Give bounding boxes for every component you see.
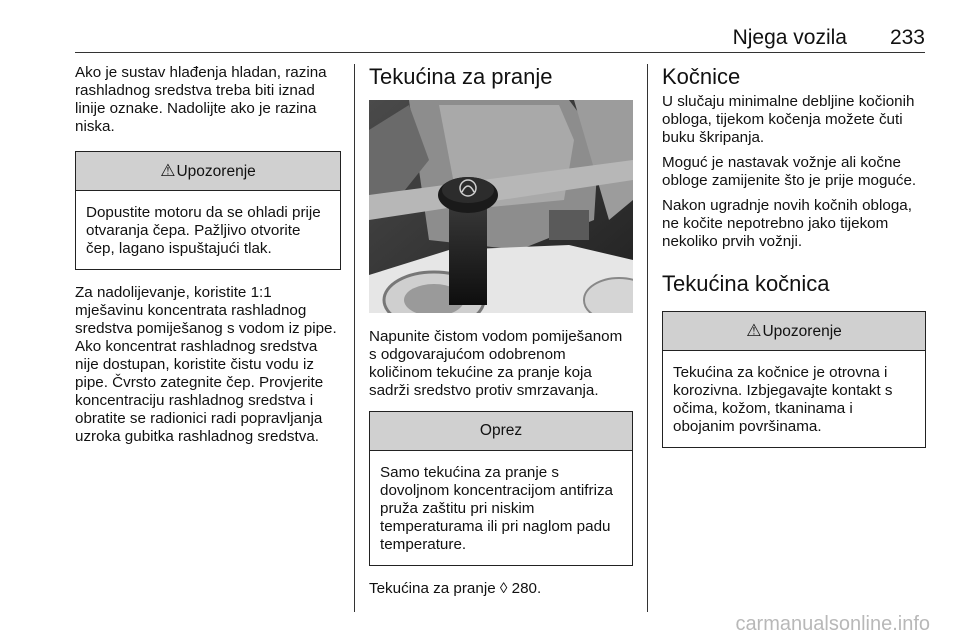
warning-header bbox=[663, 312, 925, 351]
washer-fluid-paragraph: Napunite čistom vodom pomiješanom s odgovarajućom odobrenom količinom tekućine za pranje koja sadrži sredstvo protiv smrzavanja. bbox=[369, 328, 623, 399]
warning-text: Tekućina za kočnice je otrovna i korozivna. Izbjegavajte kontakt s očima, kožom, tkaninama i obojanim površinama. bbox=[673, 364, 893, 435]
brake-fluid-warning-box bbox=[662, 311, 926, 448]
warning-triangle-icon: ⚠ bbox=[746, 321, 762, 340]
brakes-paragraph-1: U slučaju minimalne debljine kočionih obloga, tijekom kočenja možete čuti buku škripanja. bbox=[662, 93, 915, 146]
warning-text: Dopustite motoru da se ohladi prije otvaranja čepa. Pažljivo otvorite čep, lagano ispuštajući tlak. bbox=[86, 204, 321, 257]
warning-triangle-icon: ⚠ bbox=[160, 161, 176, 180]
column-3 bbox=[662, 64, 926, 448]
coolant-warning-box bbox=[75, 151, 341, 270]
xref-page-link[interactable]: 280. bbox=[511, 580, 542, 597]
washer-fluid-heading: Tekućina za pranje bbox=[369, 64, 553, 89]
brakes-paragraph-2: Moguć je nastavak vožnje ali kočne obloge zamijenite što je prije moguće. bbox=[662, 154, 917, 189]
xref-arrow-icon: ◊ bbox=[499, 580, 508, 597]
brakes-heading: Kočnice bbox=[662, 64, 741, 89]
coolant-intro-paragraph: Ako je sustav hlađenja hladan, razina rashladnog sredstva treba biti iznad linije oznake. Nadolijte ako je razina niska. bbox=[75, 64, 327, 135]
washer-fluid-xref bbox=[369, 580, 633, 598]
column-divider bbox=[647, 64, 648, 612]
washer-caution-box bbox=[369, 411, 633, 566]
caution-header: Oprez bbox=[370, 412, 632, 451]
column-1 bbox=[75, 64, 341, 446]
warning-header bbox=[76, 152, 340, 191]
caution-text: Samo tekućina za pranje s dovoljnom koncentracijom antifriza pruža zaštitu pri niskim temperaturama ili pri naglom padu temperature. bbox=[380, 464, 613, 553]
coolant-body-paragraph: Za nadolijevanje, koristite 1:1 mješavinu koncentrata rashladnog sredstva pomiješanog s vodom iz pipe. Ako koncentrat rashladnog sredstva nije dostupan, koristite čistu vodu iz pipe. Čvrsto zategnite čep. Provjerite koncentraciju rashladnog sredstva i obratite se radionici radi popravljanja uzroka gubitka rashladnog sredstva. bbox=[75, 284, 337, 445]
watermark: carmanualsonline.info bbox=[735, 613, 930, 635]
page-number: 233 bbox=[889, 26, 925, 49]
washer-reservoir-photo bbox=[369, 100, 633, 313]
section-title: Njega vozila bbox=[732, 26, 847, 49]
column-2 bbox=[369, 64, 633, 598]
xref-text: Tekućina za pranje bbox=[369, 580, 496, 597]
column-divider bbox=[354, 64, 355, 612]
page-header bbox=[75, 26, 925, 53]
warning-title: Upozorenje bbox=[762, 323, 842, 340]
brake-fluid-heading: Tekućina kočnica bbox=[662, 271, 830, 296]
brakes-paragraph-3: Nakon ugradnje novih kočnih obloga, ne kočite nepotrebno jako tijekom nekoliko prvih vožnji. bbox=[662, 197, 912, 250]
warning-title: Upozorenje bbox=[176, 163, 256, 180]
